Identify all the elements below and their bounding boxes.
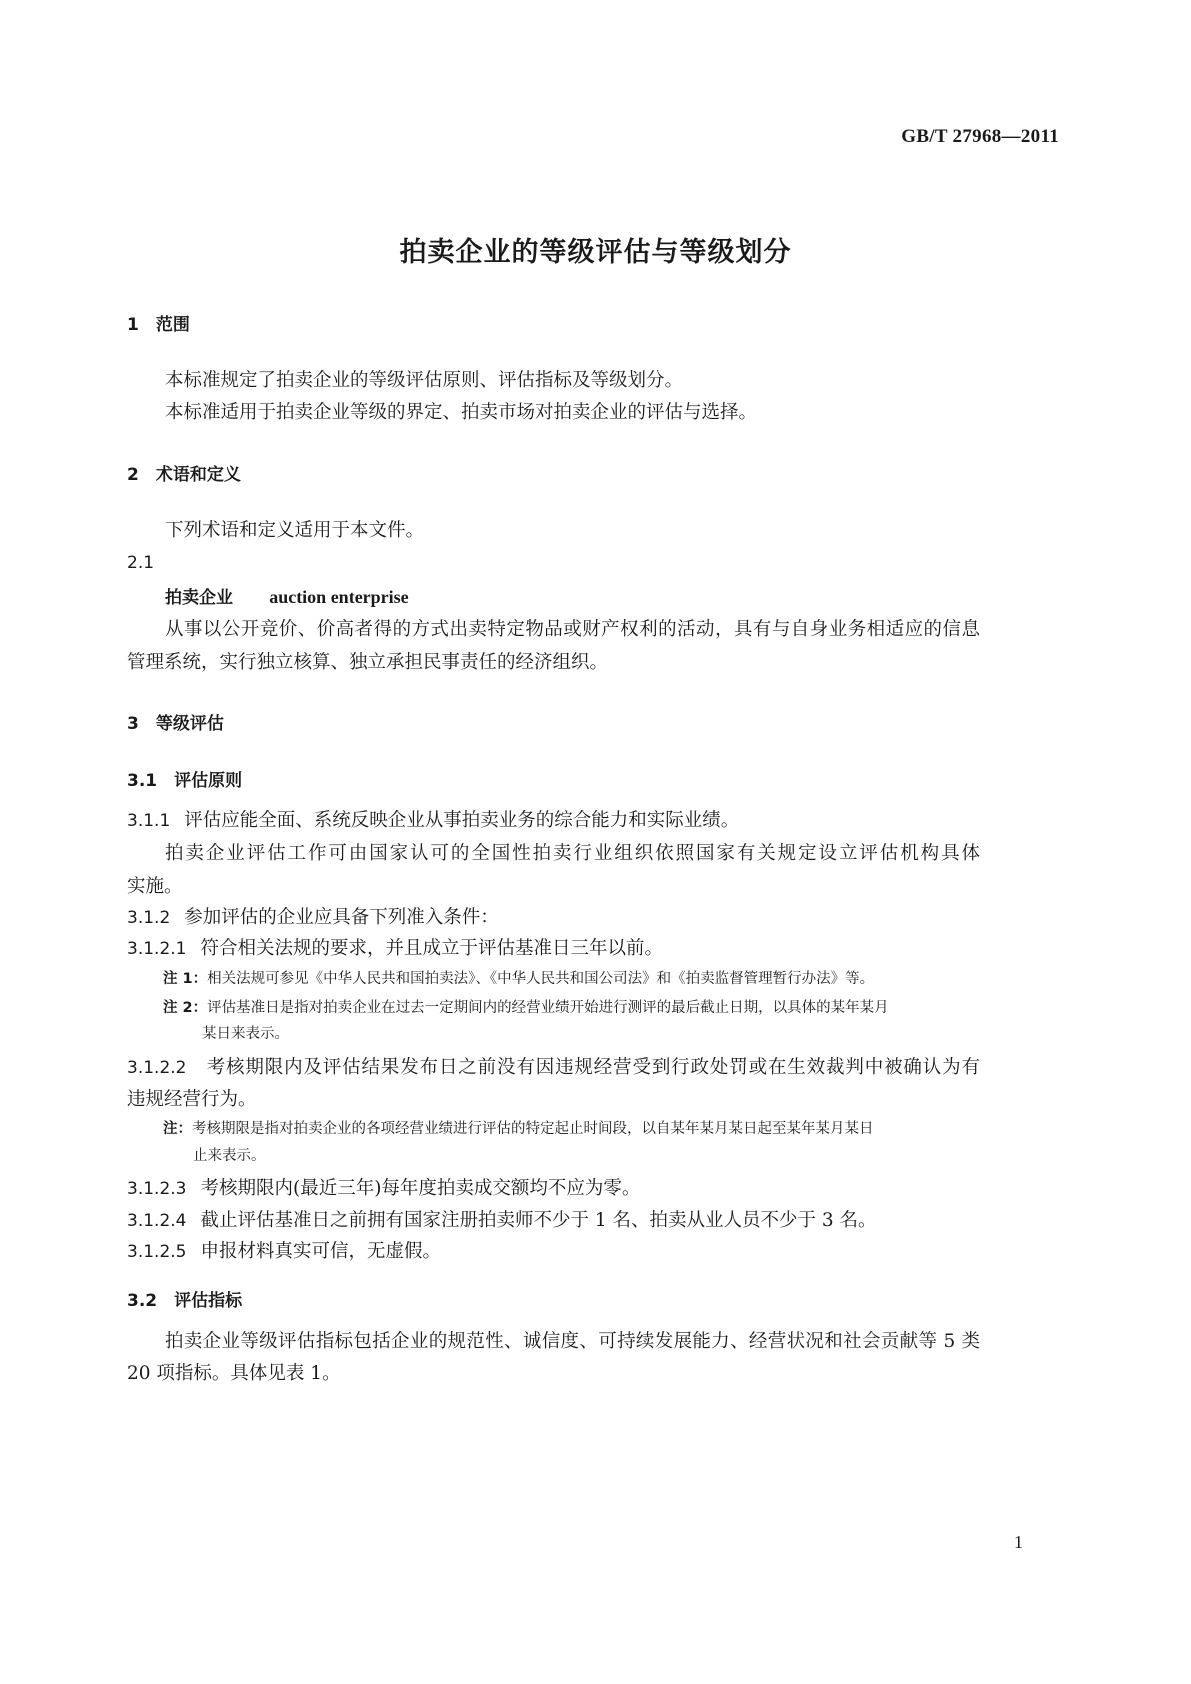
clause-3-1-2 — [127, 903, 499, 929]
clause-3-1-1-paragraph-line-2: 实施。 — [127, 876, 183, 897]
clause-number: 3.1.2 — [127, 908, 171, 928]
section-3-1-heading: 3.1 评估原则 — [127, 771, 243, 791]
clause-text: 参加评估的企业应具备下列准入条件： — [184, 907, 499, 928]
document-title: 拍卖企业的等级评估与等级划分 — [399, 237, 792, 268]
clause-number: 3.1.2.2 — [127, 1058, 187, 1078]
page-number: 1 — [1014, 1532, 1023, 1552]
note-3-line-2: 止来表示。 — [193, 1148, 266, 1164]
section-3-2-paragraph-line-1: 拍卖企业等级评估指标包括企业的规范性、诚信度、可持续发展能力、经营状况和社会贡献等 5 类 — [165, 1331, 980, 1352]
clause-number: 3.1.2.3 — [127, 1179, 187, 1199]
section-2-intro: 下列术语和定义适用于本文件。 — [165, 520, 425, 541]
section-1-paragraph-1: 本标准规定了拍卖企业的等级评估原则、评估指标及等级划分。 — [165, 370, 684, 391]
term-english: auction enterprise — [269, 587, 409, 607]
section-3-2-paragraph-line-2: 20 项指标。具体见表 1。 — [127, 1363, 341, 1384]
note-1 — [163, 967, 874, 988]
note-label: 注： — [163, 1121, 192, 1137]
clause-text: 评估应能全面、系统反映企业从事拍卖业务的综合能力和实际业绩。 — [184, 810, 740, 831]
term-definition-line-1: 从事以公开竞价、价高者得的方式出卖特定物品或财产权利的活动，具有与自身业务相适应的信息 — [165, 619, 980, 640]
clause-number: 3.1.2.5 — [127, 1242, 187, 1262]
clause-3-1-2-2-line-2: 违规经营行为。 — [127, 1089, 257, 1110]
term-chinese: 拍卖企业 — [165, 588, 233, 608]
clause-3-1-1 — [127, 806, 739, 832]
clause-text: 申报材料真实可信，无虚假。 — [200, 1241, 441, 1262]
note-2 — [163, 996, 889, 1017]
clause-text: 考核期限内及评估结果发布日之前没有因违规经营受到行政处罚或在生效裁判中被确认为有 — [206, 1057, 980, 1078]
term-entry — [165, 583, 409, 608]
clause-text: 考核期限内(最近三年)每年度拍卖成交额均不应为零。 — [200, 1178, 641, 1199]
clause-text: 符合相关法规的要求，并且成立于评估基准日三年以前。 — [200, 938, 663, 959]
standard-number: GB/T 27968—2011 — [901, 126, 1059, 147]
clause-3-1-1-paragraph-line-1: 拍卖企业评估工作可由国家认可的全国性拍卖行业组织依照国家有关规定设立评估机构具体 — [165, 843, 980, 864]
clause-3-1-2-3 — [127, 1174, 640, 1200]
section-3-heading: 3 等级评估 — [127, 714, 224, 734]
clause-text: 截止评估基准日之前拥有国家注册拍卖师不少于 1 名、拍卖从业人员不少于 3 名。 — [200, 1210, 877, 1231]
clause-3-1-2-2-line-1 — [127, 1053, 980, 1079]
term-definition-line-2: 管理系统，实行独立核算、独立承担民事责任的经济组织。 — [127, 652, 609, 673]
note-3 — [163, 1117, 874, 1138]
clause-number: 3.1.2.4 — [127, 1211, 187, 1231]
note-2-line-2: 某日来表示。 — [202, 1026, 289, 1042]
clause-number: 3.1.2.1 — [127, 939, 187, 959]
clause-number: 3.1.1 — [127, 811, 171, 831]
note-label: 注 2： — [163, 1000, 208, 1016]
section-3-2-heading: 3.2 评估指标 — [127, 1291, 243, 1311]
term-number: 2.1 — [127, 553, 155, 573]
section-2-heading: 2 术语和定义 — [127, 465, 241, 485]
note-text: 相关法规可参见《中华人民共和国拍卖法》、《中华人民共和国公司法》和《拍卖监督管理暂行办法》等。 — [207, 971, 875, 987]
section-1-heading: 1 范围 — [127, 315, 190, 335]
note-label: 注 1： — [163, 971, 208, 987]
clause-3-1-2-1 — [127, 934, 663, 960]
section-1-paragraph-2: 本标准适用于拍卖企业等级的界定、拍卖市场对拍卖企业的评估与选择。 — [165, 402, 758, 423]
note-text: 考核期限是指对拍卖企业的各项经营业绩进行评估的特定起止时间段，以自某年某月某日起至某年某月某日 — [192, 1121, 874, 1137]
clause-3-1-2-5 — [127, 1237, 441, 1263]
clause-3-1-2-4 — [127, 1206, 877, 1232]
note-text: 评估基准日是指对拍卖企业在过去一定期间内的经营业绩开始进行测评的最后截止日期，以具体的某年某月 — [207, 1000, 889, 1016]
